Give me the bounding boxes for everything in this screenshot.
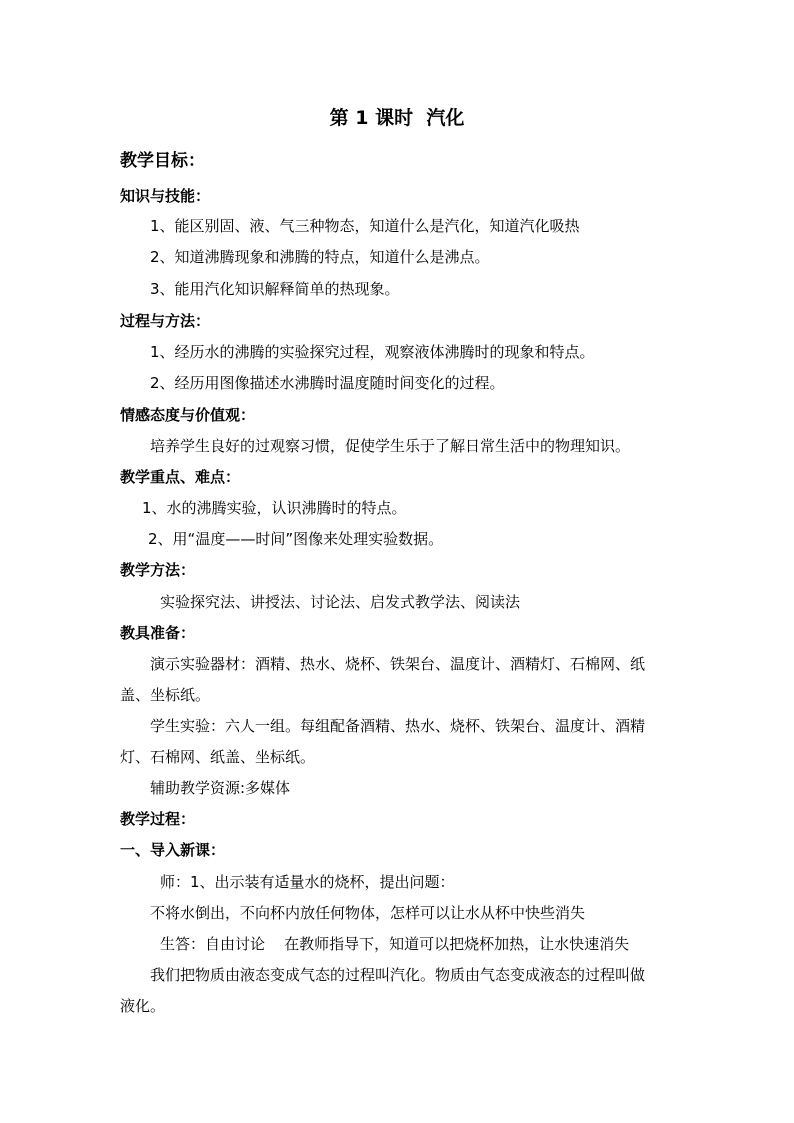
process-item-1: 1、经历水的沸腾的实验探究过程，观察液体沸腾时的现象和特点。	[150, 343, 595, 361]
equipment-heading: 教具准备：	[120, 624, 196, 642]
intro-heading: 一、导入新课：	[120, 841, 226, 859]
process-item-2: 2、经历用图像描述水沸腾时温度随时间变化的过程。	[150, 374, 505, 392]
methods-text: 实验探究法、讲授法、讨论法、启发式教学法、阅读法	[160, 593, 521, 611]
knowledge-item-2: 2、知道沸腾现象和沸腾的特点，知道什么是沸点。	[150, 248, 490, 266]
student-equipment-line-1: 学生实验：六人一组。每组配备酒精、热水、烧杯、铁架台、温度计、酒精	[150, 717, 646, 735]
methods-heading: 教学方法：	[120, 561, 196, 579]
emotion-values-text: 培养学生良好的过观察习惯，促使学生乐于了解日常生活中的物理知识。	[150, 437, 631, 455]
demo-equipment-line-2: 盖、坐标纸。	[120, 686, 211, 704]
teaching-process-heading: 教学过程：	[120, 810, 196, 828]
key-point-2: 2、用“温度——时间”图像来处理实验数据。	[148, 530, 444, 548]
knowledge-item-3: 3、能用汽化知识解释简单的热现象。	[150, 280, 400, 298]
student-answer: 生答：自由讨论 在教师指导下，知道可以把烧杯加热，让水快速消失	[160, 935, 630, 953]
definition-line-2: 液化。	[120, 997, 166, 1015]
emotion-values-heading: 情感态度与价值观：	[120, 406, 256, 424]
student-equipment-line-2: 灯、石棉网、纸盖、坐标纸。	[120, 748, 316, 766]
demo-equipment-line-1: 演示实验器材：酒精、热水、烧杯、铁架台、温度计、酒精灯、石棉网、纸	[150, 655, 646, 673]
teacher-prompt: 师：1、出示装有适量水的烧杯，提出问题：	[160, 873, 455, 891]
knowledge-skills-heading: 知识与技能：	[120, 187, 211, 205]
definition-line-1: 我们把物质由液态变成气态的过程叫汽化。物质由气态变成液态的过程叫做	[150, 966, 646, 984]
key-points-heading: 教学重点、难点：	[120, 468, 241, 486]
knowledge-item-1: 1、能区别固、液、气三种物态，知道什么是汽化，知道汽化吸热	[150, 217, 580, 235]
key-point-1: 1、水的沸腾实验，认识沸腾时的特点。	[142, 499, 407, 517]
question-text: 不将水倒出，不向杯内放任何物体，怎样可以让水从杯中快些消失	[150, 904, 586, 922]
process-methods-heading: 过程与方法：	[120, 312, 211, 330]
auxiliary-resources: 辅助教学资源:多媒体	[150, 779, 291, 797]
page-title: 第 1 课时 汽化	[329, 107, 465, 129]
teaching-goals-heading: 教学目标：	[120, 151, 205, 171]
